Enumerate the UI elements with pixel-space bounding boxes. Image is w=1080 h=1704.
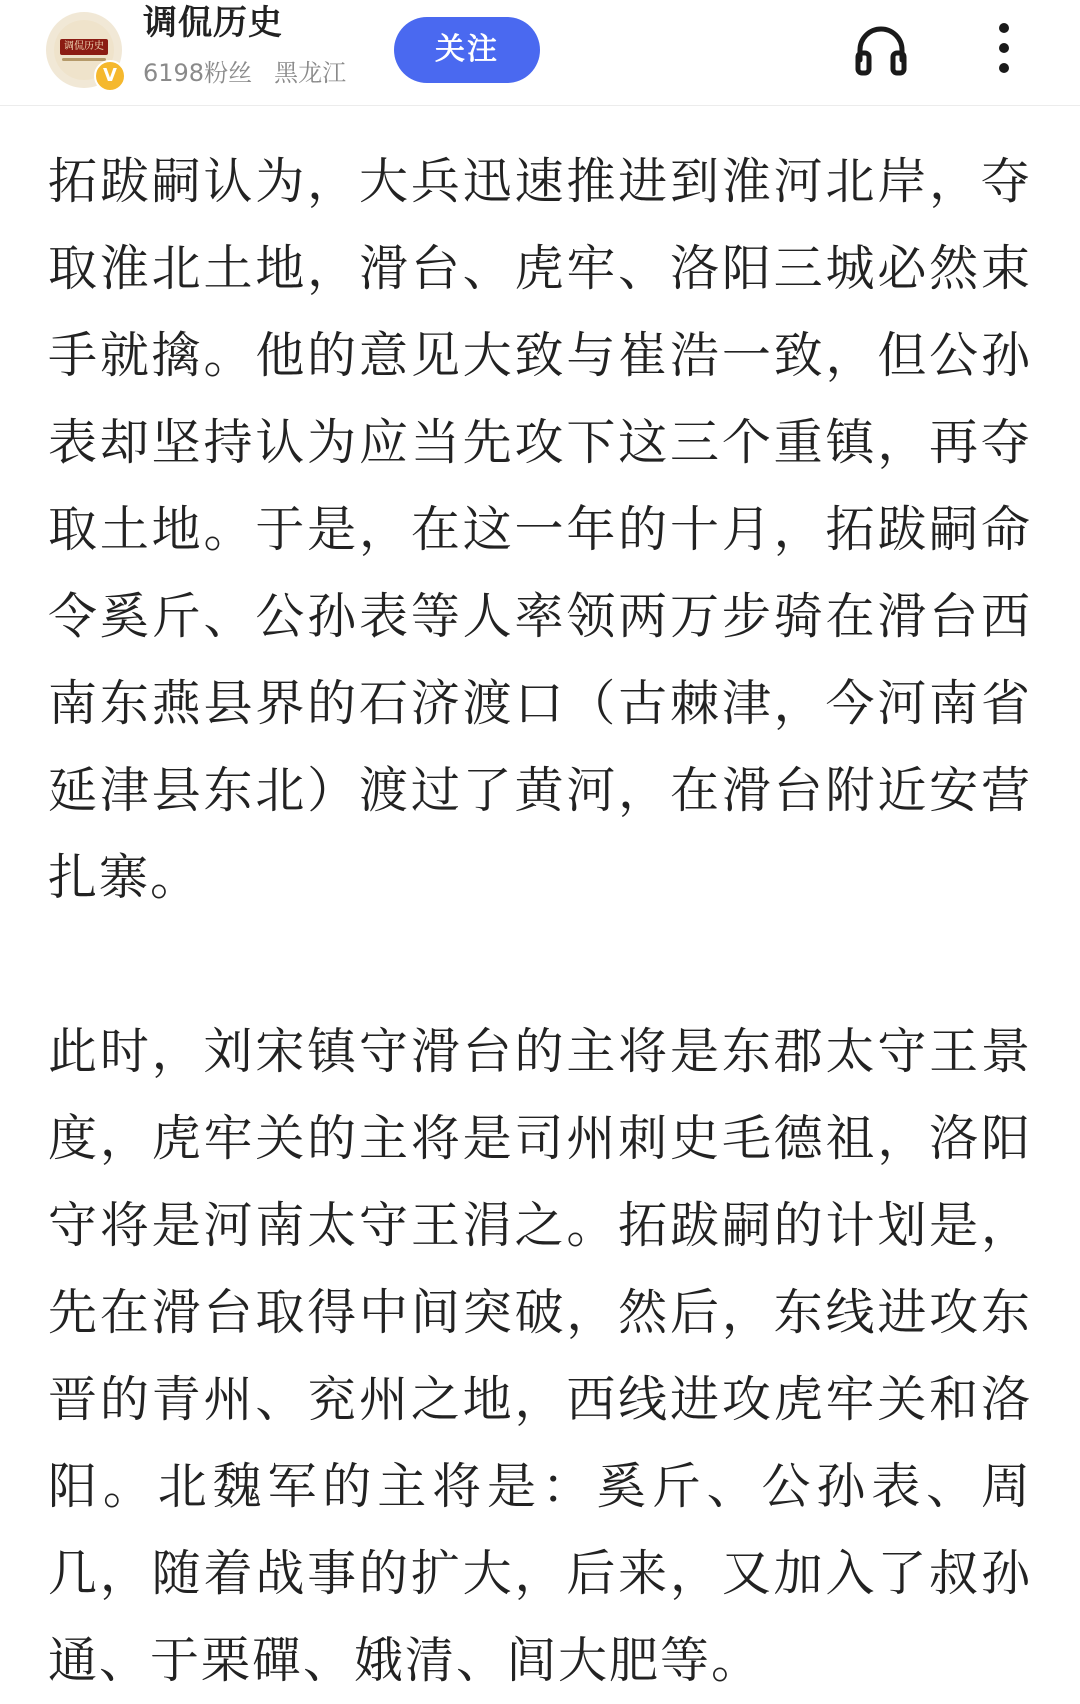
more-vertical-icon[interactable] bbox=[988, 20, 1020, 80]
article-header bbox=[0, 0, 1080, 106]
verified-badge-icon: V bbox=[94, 60, 126, 92]
author-location: 黑龙江 bbox=[274, 59, 347, 87]
article-body bbox=[48, 138, 1032, 1704]
avatar-logo-text: 调侃历史 bbox=[60, 39, 108, 55]
article-paragraph: 此时，刘宋镇守滑台的主将是东郡太守王景度，虎牢关的主将是司州刺史毛德祖，洛阳守将是河南太守王涓之。拓跋嗣的计划是，先在滑台取得中间突破，然后，东线进攻东晋的青州、兖州之地，西线进攻虎牢关和洛阳。北魏军的主将是：奚斤、公孙表、周几，随着战事的扩大，后来，又加入了叔孙通、于栗磾、娥清、闾大肥等。 bbox=[48, 1023, 1032, 1689]
follower-count: 6198粉丝 bbox=[143, 59, 253, 87]
avatar-logo-underline bbox=[62, 58, 106, 61]
author-name[interactable]: 调侃历史 bbox=[143, 3, 283, 43]
author-meta bbox=[143, 56, 346, 90]
follow-button[interactable]: 关注 bbox=[394, 17, 540, 83]
headphones-icon[interactable] bbox=[852, 20, 910, 78]
article-paragraph: 拓跋嗣认为，大兵迅速推进到淮河北岸，夺取淮北土地，滑台、虎牢、洛阳三城必然束手就擒。他的意见大致与崔浩一致，但公孙表却坚持认为应当先攻下这三个重镇，再夺取土地。于是，在这一年的十月，拓跋嗣命令奚斤、公孙表等人率领两万步骑在滑台西南东燕县界的石济渡口（古棘津，今河南省延津县东北）渡过了黄河，在滑台附近安营扎寨。 bbox=[48, 153, 1032, 906]
